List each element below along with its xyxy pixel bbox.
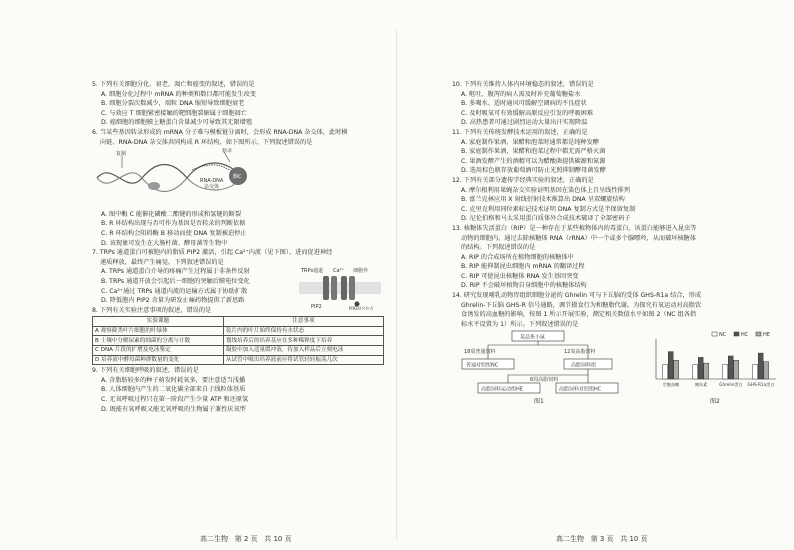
table-header-topic: 实验课题 bbox=[93, 317, 224, 327]
table-cell: C DNA 片段的扩增及电泳鉴定 bbox=[93, 346, 224, 356]
question-11-option-d: D. 选用棕色瓶存放葡萄酒可防止光照抑制酵母菌发酵 bbox=[461, 167, 606, 175]
question-9-option-d: D. 既能有氧呼吸又能无氧呼吸的生物属于兼性厌氧型 bbox=[101, 405, 246, 413]
label-pip2: PIP2 bbox=[311, 304, 322, 311]
question-7-option-a: A. TRPs 通道蛋白介导的疼痛产生过程属于非条件反射 bbox=[101, 268, 250, 276]
question-14-stem-line-4: 标水平设置为 1）所示。下列叙述错误的是 bbox=[461, 320, 579, 328]
label-replication: 复制 bbox=[116, 151, 127, 158]
label-enzyme-c: 酶C bbox=[233, 174, 242, 181]
label-high-fat: 高脂饲料组 bbox=[571, 362, 597, 369]
bar-he-2 bbox=[734, 361, 739, 380]
bar-nc-3 bbox=[753, 365, 758, 379]
dna-strand-1 bbox=[97, 165, 187, 184]
table-cell: B 土壤中分解尿素的细菌的分离与计数 bbox=[93, 336, 224, 346]
channel-helix-3 bbox=[341, 276, 347, 300]
figure-2-caption: 图2 bbox=[710, 398, 720, 406]
bar-hc-0 bbox=[668, 352, 673, 379]
enzyme-b bbox=[148, 182, 160, 190]
table-cell: A 观察藓类叶片细胞的叶绿体 bbox=[93, 326, 224, 336]
chart-legend bbox=[712, 332, 770, 338]
question-14-figures bbox=[452, 329, 786, 407]
rna-strand bbox=[192, 165, 232, 172]
label-left-branch: 18周普通饲料 bbox=[464, 349, 496, 356]
question-7-option-d: D. 降低胞内 PIP2 含量为研发止痛药物提供了新思路 bbox=[101, 297, 245, 305]
question-5-option-c: C. 与效应 T 细胞紧密接触的靶细胞裂解属于细胞凋亡 bbox=[101, 109, 247, 117]
question-6-option-a: A. 图中酶 C 能催化磷酸二酯键的形成和氢键的断裂 bbox=[101, 210, 242, 218]
question-14-stem-line-1: 14. 研究发现哺乳动物胃组织细胞分泌的 Ghrelin 可与下丘脑的受体 GHS-R1a 结合，形成 bbox=[452, 292, 702, 300]
question-10-stem: 10. 下列有关维持人体内环境稳态的叙述，错误的是 bbox=[452, 81, 594, 88]
table-cell: 划线培养后的培养基应在多种稀释度下培养 bbox=[223, 336, 383, 346]
page-right bbox=[397, 0, 794, 550]
question-11-option-c: C. 果酒发酵产生的酒精可以为醋酸菌提供碳源和氮源 bbox=[461, 157, 606, 165]
question-14-stem-line-3: 食诱发的高血糖的影响，按图 1 所示开展实验，测定相关数值水平如图 2（NC 组各指 bbox=[461, 311, 697, 319]
channel-helix-4 bbox=[349, 276, 355, 300]
bar-hc-3 bbox=[758, 354, 763, 380]
question-5-option-a: A. 细胞分化过程中 mRNA 的种类和数目都可能发生改变 bbox=[101, 90, 256, 98]
experiment-table bbox=[92, 316, 384, 365]
question-9-option-a: A. 含脂肪较多的种子萌发时耗氧多，要注意适当浅播 bbox=[101, 376, 246, 384]
question-12-stem: 12. 下列有关部分遗传学经典实验的叙述，正确的是 bbox=[452, 176, 594, 184]
table-cell: 凝胶中加入适量缓冲液，待加入样品后立刻电泳 bbox=[223, 346, 383, 356]
table-cell: 装片内的叶片始终保持有水状态 bbox=[223, 326, 383, 336]
question-10-option-b: B. 多喝水、适时通风可缓解空调病的不良症状 bbox=[461, 100, 587, 108]
question-9-option-c: C. 无氧呼吸过程只在第一阶段产生少量 ATP 和还原氢 bbox=[101, 396, 249, 404]
question-6-stem-line-2: 向链、RNA-DNA 杂交体共同构成 R 环结构，如下图所示。下列叙述错误的是 bbox=[100, 138, 313, 146]
question-13-option-a: A. RIP 的合成场所在植物细胞的核糖体中 bbox=[461, 253, 574, 261]
question-5-stem: 5. 下列有关细胞分化、衰老、凋亡和癌变的叙述，错误的是 bbox=[92, 81, 255, 88]
question-13 bbox=[452, 224, 786, 291]
footer-right: 高二生物 第 3 页 共 10 页 bbox=[556, 535, 648, 543]
question-5 bbox=[92, 80, 387, 128]
question-10-option-c: C. 及时吸氧可有效缓解高原反应引发的呼吸困难 bbox=[461, 109, 594, 117]
question-10-option-d: D. 高热患者可通过剧烈运动大量出汗实现降温 bbox=[461, 119, 588, 127]
question-9-stem: 9. 下列有关细胞呼吸的叙述，错误的是 bbox=[92, 367, 199, 375]
question-7-option-b: B. TRPs 通道开放会引起后一细胞的突触后膜电位变化 bbox=[101, 277, 250, 285]
question-6-option-c: C. R 环结构会阻碍酶 B 移动而使 DNA 复制被迫停止 bbox=[101, 229, 247, 237]
question-13-option-d: D. RIP 不会破坏植物自身细胞中的核糖体结构 bbox=[461, 282, 587, 290]
label-right-branch: 12周高脂饲料 bbox=[564, 349, 596, 356]
question-12-option-b: B. 富兰克林应用 X 射线衍射技术推算出 DNA 呈双螺旋结构 bbox=[461, 196, 625, 204]
question-14 bbox=[452, 291, 786, 407]
question-12-option-a: A. 摩尔根利用果蝇杂交实验证明基因在染色体上且呈线性排列 bbox=[461, 186, 630, 194]
bar-hc-2 bbox=[728, 356, 733, 379]
question-9-option-b: B. 人体细胞内产生的二氧化碳全部来自于线粒体基质 bbox=[101, 386, 246, 394]
chart-bars bbox=[663, 352, 769, 379]
legend-swatch-nc bbox=[712, 332, 717, 336]
legend-swatch-hc bbox=[734, 332, 739, 336]
bar-he-0 bbox=[674, 361, 679, 380]
table-header-notes: 注意事项 bbox=[223, 317, 383, 327]
figure-2-bar-chart bbox=[642, 329, 780, 405]
label-pip2-site: PIP2结合位点 bbox=[349, 306, 374, 311]
question-12 bbox=[452, 176, 786, 224]
question-7-stem-line-1: 7. TRPs 通道蛋白可被胞内的脂质 PIP2 激活，引起 Ca²⁺内流（见下图），进而促进神经 bbox=[92, 249, 333, 257]
legend-label-he: HE bbox=[763, 332, 770, 339]
question-14-stem-line-2: Ghrelin-下丘脑 GHS-R 信号通路，调节摄食行为和糖脂代谢。为探究有氧运动对高脂饮 bbox=[461, 301, 702, 309]
question-8-stem: 8. 下列有关实验注意事项的叙述，错误的是 bbox=[92, 306, 212, 314]
question-11 bbox=[452, 128, 786, 176]
footer-left: 高二生物 第 2 页 共 10 页 bbox=[200, 535, 292, 543]
question-11-stem: 11. 下列有关传统发酵技术运用的叙述，正确的是 bbox=[452, 128, 588, 136]
question-13-option-b: B. RIP 能抑制昆虫细胞内 mRNA 的翻译过程 bbox=[461, 263, 585, 271]
label-root: 某品系小鼠 bbox=[520, 334, 546, 341]
label-nc-group: 普通对照组NC bbox=[466, 362, 499, 369]
table-row bbox=[93, 355, 384, 365]
question-12-option-d: D. 尼伦伯格和马太采用蛋白质体外合成技术破译了全部密码子 bbox=[461, 215, 631, 223]
dna-strand-2 bbox=[97, 173, 187, 192]
label-trps: TRPs通道 bbox=[301, 268, 324, 275]
label-hybrid: 杂交体 bbox=[204, 184, 220, 191]
label-hc-group: 高脂饲料对照组HC bbox=[559, 386, 602, 393]
bar-he-1 bbox=[704, 364, 709, 380]
bar-hc-1 bbox=[698, 358, 703, 380]
legend-swatch-he bbox=[756, 332, 761, 336]
question-10-option-a: A. 呕吐、腹泻的病人需及时补充葡萄糖盐水 bbox=[461, 90, 581, 98]
label-split: 6周高脂饲料 bbox=[530, 377, 559, 384]
channel-helix-2 bbox=[331, 276, 337, 300]
question-5-option-b: B. 细胞分裂次数减少，端粒 DNA 缩短导致细胞衰老 bbox=[101, 100, 245, 108]
question-6-option-d: D. 该现象可发生在大肠杆菌、酵母菌等生物中 bbox=[101, 239, 228, 247]
x-tick-label: 胰岛素 bbox=[694, 382, 708, 388]
question-6-option-b: B. R 环结构出现与否可作为基因是否转录的判断依据 bbox=[101, 220, 246, 228]
figure-1-caption: 图1 bbox=[534, 398, 544, 406]
channel-helix-1 bbox=[323, 276, 329, 300]
question-8 bbox=[92, 306, 387, 366]
question-9 bbox=[92, 366, 387, 414]
label-extracellular: 细胞外 bbox=[353, 268, 369, 275]
trps-channel-figure bbox=[299, 264, 381, 310]
label-ca: Ca²⁺ bbox=[333, 268, 345, 275]
label-rna-dna: RNA-DNA bbox=[200, 178, 224, 185]
table-cell: 从试管中吸出培养液前应将试管轻轻振荡几次 bbox=[223, 355, 383, 365]
r-loop-diagram bbox=[92, 148, 262, 204]
question-11-option-b: B. 家庭制作果酒，果醋和泡菜过程中都无需严格灭菌 bbox=[461, 148, 606, 156]
x-tick-label: Ghrelin蛋白 bbox=[719, 382, 743, 388]
question-7-option-c: C. Ca²⁺通过 TRPs 通道内流的运输方式属于协助扩散 bbox=[101, 287, 248, 295]
label-he-group: 高脂饲料运动组HE bbox=[481, 386, 523, 393]
table-cell: D 培养液中酵母菌种群数量的变化 bbox=[93, 355, 224, 365]
figure-1-flowchart bbox=[460, 329, 620, 405]
question-13-stem-line-2: 动物的细胞内，通过去除核糖体 RNA（rRNA）中一个或多个腺嘌呤，从而破坏核糖体 bbox=[461, 234, 697, 242]
bar-nc-0 bbox=[663, 365, 668, 379]
question-13-option-c: C. RIP 可使昆虫核糖体 RNA 发生基因突变 bbox=[461, 272, 579, 280]
question-6 bbox=[92, 128, 387, 248]
bar-nc-1 bbox=[693, 365, 698, 379]
question-6-stem-line-1: 6. 当某些基因转录形成的 mRNA 分子难与模板链分离时，会形成 RNA-DNA 杂交体，此时横 bbox=[92, 128, 348, 136]
question-12-option-c: C. 克里克利用同位素标记技术证明 DNA 复制方式是半保留复制 bbox=[461, 205, 636, 213]
table-row bbox=[93, 336, 384, 346]
table-row bbox=[93, 346, 384, 356]
question-10 bbox=[452, 80, 786, 128]
bar-he-3 bbox=[764, 362, 769, 379]
question-7-stem-line-2: 递质释放，最终产生痛觉。下列叙述错误的是 bbox=[100, 258, 224, 266]
bar-nc-2 bbox=[723, 365, 728, 379]
question-11-option-a: A. 家庭制作果酒、果醋和泡菜时通常都是纯种发酵 bbox=[461, 138, 599, 146]
table-header-row bbox=[93, 317, 384, 327]
membrane bbox=[299, 282, 381, 294]
r-loop-figure bbox=[92, 148, 387, 208]
x-tick-label: GHS-R1a蛋白 bbox=[747, 382, 775, 388]
legend-label-nc: NC bbox=[719, 332, 727, 339]
question-13-stem-line-1: 13. 核糖体失活蛋白（RIP）是一种存在于某些植物体内的毒蛋白，该蛋白能够进入昆虫等 bbox=[452, 224, 697, 232]
x-tick-label: 空腹血糖 bbox=[662, 382, 680, 388]
label-transcription: 转录 bbox=[222, 148, 233, 155]
question-13-stem-line-3: 的结构。下列叙述错误的是 bbox=[461, 244, 536, 252]
question-5-option-d: D. 癌细胞的细胞膜上糖蛋白含量减少可导致其无限增殖 bbox=[101, 119, 253, 127]
legend-label-hc: HC bbox=[741, 332, 749, 339]
table-row bbox=[93, 326, 384, 336]
